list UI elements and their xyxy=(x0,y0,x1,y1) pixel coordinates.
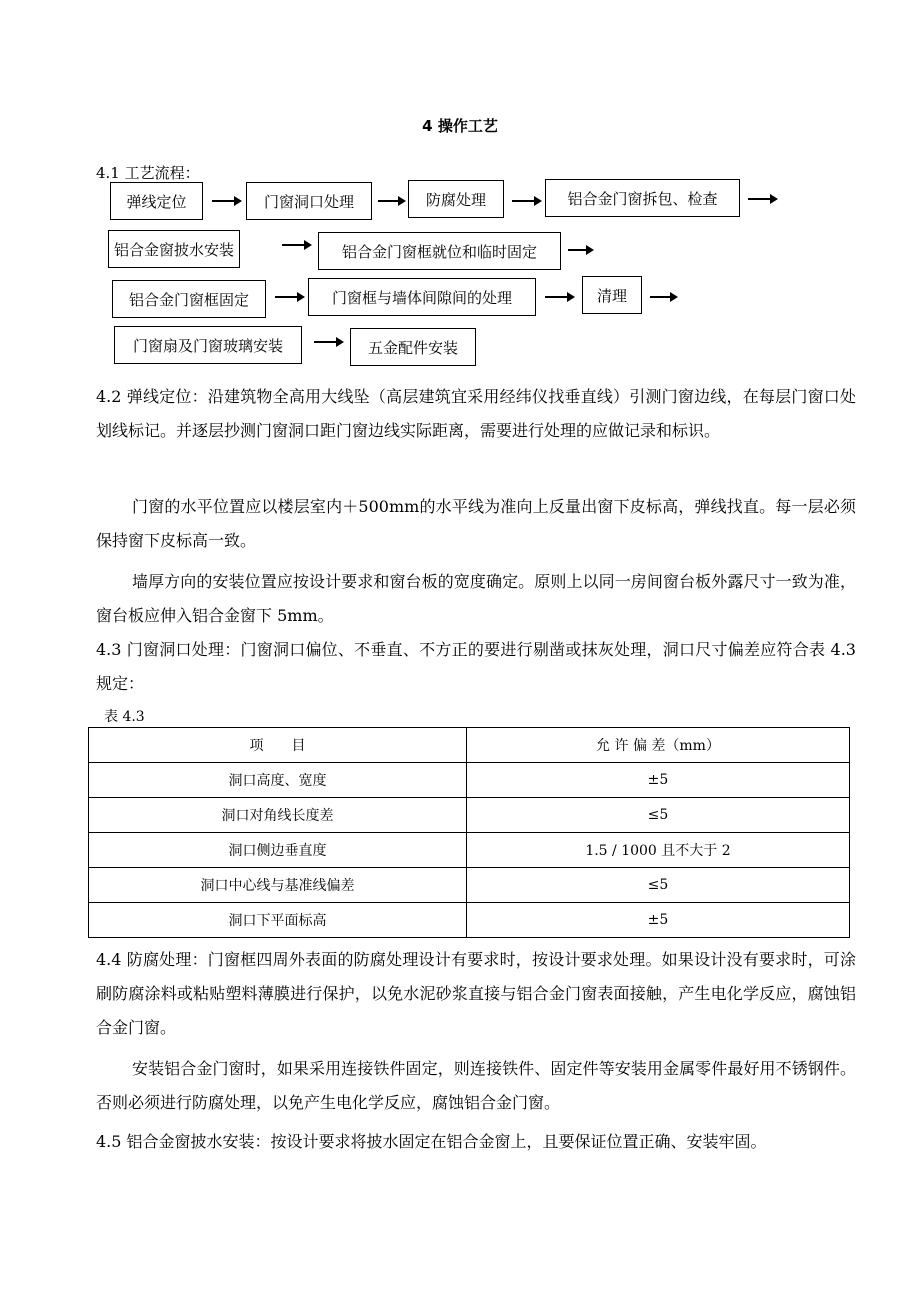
flow-step-1: 弹线定位 xyxy=(110,182,203,220)
table-cell: ≤5 xyxy=(467,868,850,903)
section-heading: 4 操作工艺 xyxy=(422,117,498,135)
flow-label: 4.1 工艺流程： xyxy=(96,164,200,182)
table-row xyxy=(89,903,850,938)
flow-step-2: 门窗洞口处理 xyxy=(246,182,372,220)
flow-arrow-7 xyxy=(275,296,299,298)
table-cell: 洞口下平面标高 xyxy=(89,903,467,938)
flow-arrow-9 xyxy=(650,296,672,298)
flow-step-5: 铝合金窗披水安装 xyxy=(108,230,240,268)
table-cell: 1.5 / 1000 且不大于 2 xyxy=(467,833,850,868)
table-row xyxy=(89,763,850,798)
flow-step-8: 门窗框与墙体间隙间的处理 xyxy=(308,278,536,316)
flow-step-6: 铝合金门窗框就位和临时固定 xyxy=(318,232,561,270)
table-row xyxy=(89,868,850,903)
section-4-4-paragraph-2: 安装铝合金门窗时，如果采用连接铁件固定，则连接铁件、固定件等安装用金属零件最好用不锈钢件。否则必须进行防腐处理，以免产生电化学反应，腐蚀铝合金门窗。 xyxy=(96,1059,856,1112)
table-cell: 洞口对角线长度差 xyxy=(89,798,467,833)
table-header-cell: 项 目 xyxy=(89,728,467,763)
flow-step-4: 铝合金门窗拆包、检查 xyxy=(545,179,740,217)
section-4-4: 4.4 防腐处理：门窗框四周外表面的防腐处理设计有要求时，按设计要求处理。如果设计没有要求时，可涂刷防腐涂料或粘贴塑料薄膜进行保护，以免水泥砂浆直接与铝合金门窗表面接触，产生电化学反应，腐蚀铝合金门窗。 xyxy=(96,950,856,1037)
table-cell: 洞口高度、宽度 xyxy=(89,763,467,798)
flow-step-11: 五金配件安装 xyxy=(350,328,476,366)
table-cell: 洞口侧边垂直度 xyxy=(89,833,467,868)
flow-arrow-6 xyxy=(568,249,588,251)
table-cell: ≤5 xyxy=(467,798,850,833)
table-caption: 表 4.3 xyxy=(104,709,145,725)
table-cell: 洞口中心线与基准线偏差 xyxy=(89,868,467,903)
flow-arrow-1 xyxy=(212,200,236,202)
table-header-row xyxy=(89,728,850,763)
section-4-3: 4.3 门窗洞口处理：门窗洞口偏位、不垂直、不方正的要进行剔凿或抹灰处理，洞口尺寸偏差应符合表 4.3 规定： xyxy=(96,640,856,693)
table-cell: ±5 xyxy=(467,903,850,938)
flow-step-9: 清理 xyxy=(582,276,642,314)
flow-arrow-4 xyxy=(748,198,772,200)
section-4-2: 4.2 弹线定位：沿建筑物全高用大线坠（高层建筑宜采用经纬仪找垂直线）引测门窗边线，在每层门窗口处划线标记。并逐层抄测门窗洞口距门窗边线实际距离，需要进行处理的应做记录和标识。 xyxy=(96,387,856,440)
tolerance-table xyxy=(88,727,850,938)
table-row xyxy=(89,833,850,868)
flow-arrow-10 xyxy=(314,341,338,343)
flow-arrow-5 xyxy=(282,244,306,246)
flow-arrow-8 xyxy=(545,296,569,298)
flow-arrow-2 xyxy=(378,200,400,202)
flow-step-10: 门窗扇及门窗玻璃安装 xyxy=(114,326,302,364)
flow-step-3: 防腐处理 xyxy=(408,180,504,218)
section-4-5: 4.5 铝合金窗披水安装：按设计要求将披水固定在铝合金窗上，且要保证位置正确、安装牢固。 xyxy=(96,1132,767,1151)
flow-step-7: 铝合金门窗框固定 xyxy=(112,280,266,318)
table-cell: ±5 xyxy=(467,763,850,798)
section-4-2-paragraph-3: 墙厚方向的安装位置应按设计要求和窗台板的宽度确定。原则上以同一房间窗台板外露尺寸一致为准，窗台板应伸入铝合金窗下 5mm。 xyxy=(96,572,856,625)
table-row xyxy=(89,798,850,833)
table-header-cell: 允 许 偏 差（mm） xyxy=(467,728,850,763)
section-4-2-paragraph-2: 门窗的水平位置应以楼层室内＋500mm的水平线为准向上反量出窗下皮标高，弹线找直。每一层必须保持窗下皮标高一致。 xyxy=(96,497,856,550)
flow-arrow-3 xyxy=(512,200,536,202)
